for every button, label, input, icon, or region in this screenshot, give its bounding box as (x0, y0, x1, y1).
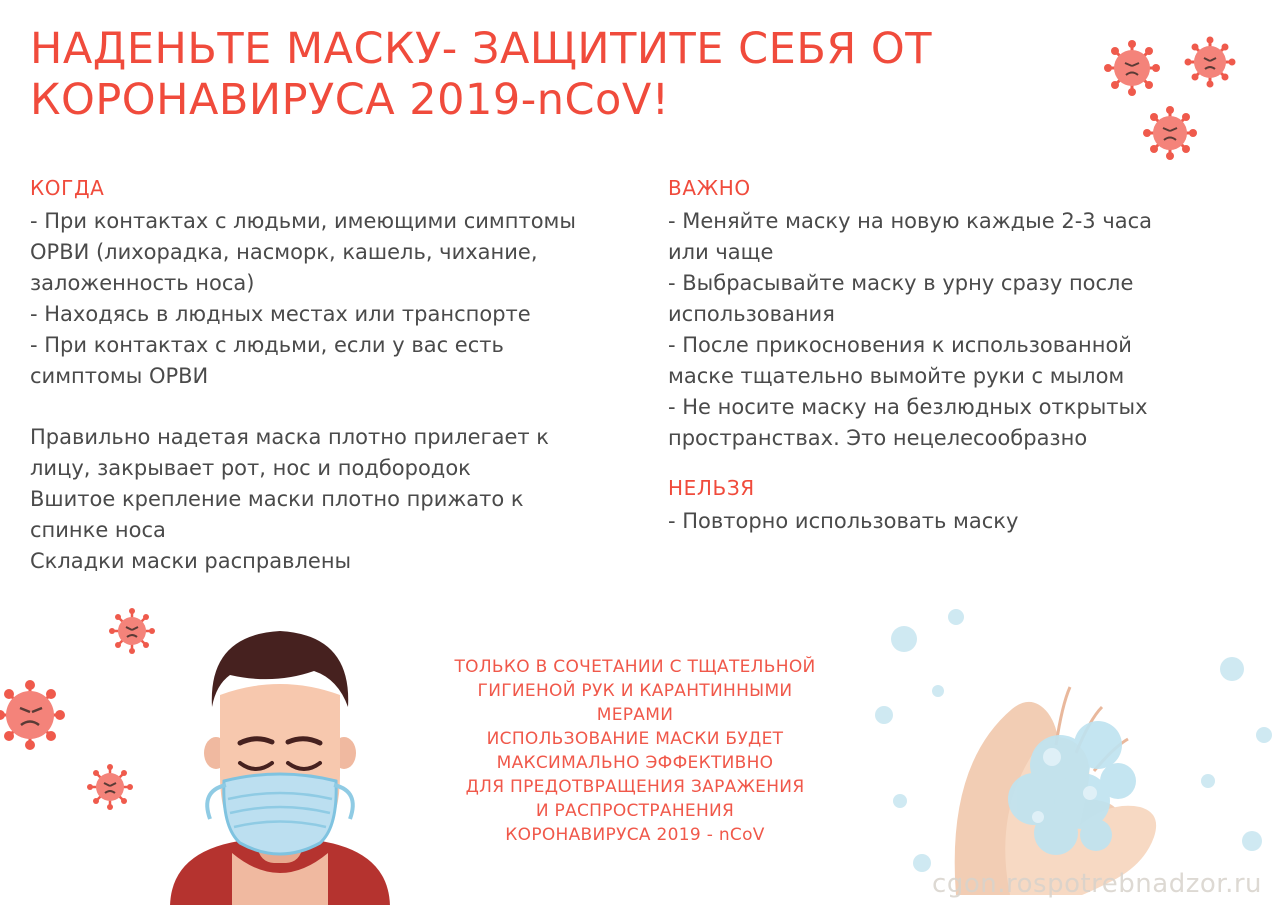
mask-fit-note (30, 422, 650, 577)
note-line-5: Складки маски расправлены (30, 549, 352, 573)
center-line-4: ИСПОЛЬЗОВАНИЕ МАСКИ БУДЕТ (486, 729, 784, 749)
virus-illustration-group (1070, 20, 1270, 180)
center-line-1: ТОЛЬКО В СОЧЕТАНИИ С ТЩАТЕЛЬНОЙ (454, 657, 816, 677)
spacer (30, 392, 650, 422)
note-line-4: спинке носа (30, 518, 166, 542)
important-line-2: или чаще (668, 240, 774, 264)
face-mask (224, 774, 336, 854)
center-line-8: КОРОНАВИРУСА 2019 - nCoV (505, 825, 765, 845)
boy-with-mask-illustration (140, 603, 420, 905)
virus-icon-2 (1185, 37, 1236, 88)
spacer (668, 454, 1268, 476)
important-line-3: - Выбрасывайте маску в урну сразу после (668, 271, 1134, 295)
important-list (668, 206, 1268, 454)
important-line-8: пространствах. Это нецелесообразно (668, 426, 1088, 450)
important-line-4: использования (668, 302, 835, 326)
note-line-2: лицу, закрывает рот, нос и подбородок (30, 456, 471, 480)
forbidden-list (668, 506, 1268, 537)
important-line-6: маске тщательно вымойте руки с мылом (668, 364, 1125, 388)
note-line-1: Правильно надетая маска плотно прилегает к (30, 425, 549, 449)
page-title (30, 24, 1070, 126)
watermark-source: cgon.rospotrebnadzor.ru (932, 869, 1262, 899)
center-line-6: ДЛЯ ПРЕДОТВРАЩЕНИЯ ЗАРАЖЕНИЯ (465, 777, 805, 797)
forbidden-line-1: - Повторно использовать маску (668, 509, 1019, 533)
when-line-5: - При контактах с людьми, если у вас есть (30, 333, 504, 357)
when-line-1: - При контактах с людьми, имеющими симптомы (30, 209, 576, 233)
section-heading-forbidden: НЕЛЬЗЯ (668, 476, 755, 500)
virus-icon-4 (0, 680, 65, 750)
virus-cluster-top-right (1070, 20, 1270, 180)
virus-icon-1 (1104, 40, 1160, 96)
left-column (30, 176, 650, 577)
important-line-1: - Меняйте маску на новую каждые 2-3 часа (668, 209, 1153, 233)
center-message (400, 655, 870, 847)
important-line-5: - После прикосновения к использованной (668, 333, 1132, 357)
title-line-2: КОРОНАВИРУСА 2019-nCoV! (30, 75, 670, 125)
virus-icon-6 (87, 764, 133, 810)
when-line-3: заложенность носа) (30, 271, 255, 295)
center-line-5: МАКСИМАЛЬНО ЭФФЕКТИВНО (496, 753, 774, 773)
when-list (30, 206, 650, 392)
title-line-1: НАДЕНЬТЕ МАСКУ- ЗАЩИТИТЕ СЕБЯ ОТ (30, 24, 932, 74)
when-line-6: симптомы ОРВИ (30, 364, 209, 388)
center-line-7: И РАСПРОСТРАНЕНИЯ (535, 801, 735, 821)
center-line-2: ГИГИЕНОЙ РУК И КАРАНТИННЫМИ (477, 681, 793, 701)
right-column (668, 176, 1268, 537)
section-heading-important: ВАЖНО (668, 176, 751, 200)
when-line-4: - Находясь в людных местах или транспорте (30, 302, 531, 326)
washing-hands-illustration (860, 595, 1280, 905)
virus-icon-3 (1143, 106, 1197, 160)
important-line-7: - Не носите маску на безлюдных открытых (668, 395, 1148, 419)
section-heading-when: КОГДА (30, 176, 105, 200)
when-line-2: ОРВИ (лихорадка, насморк, кашель, чихание, (30, 240, 538, 264)
note-line-3: Вшитое крепление маски плотно прижато к (30, 487, 524, 511)
center-line-3: МЕРАМИ (596, 705, 674, 725)
